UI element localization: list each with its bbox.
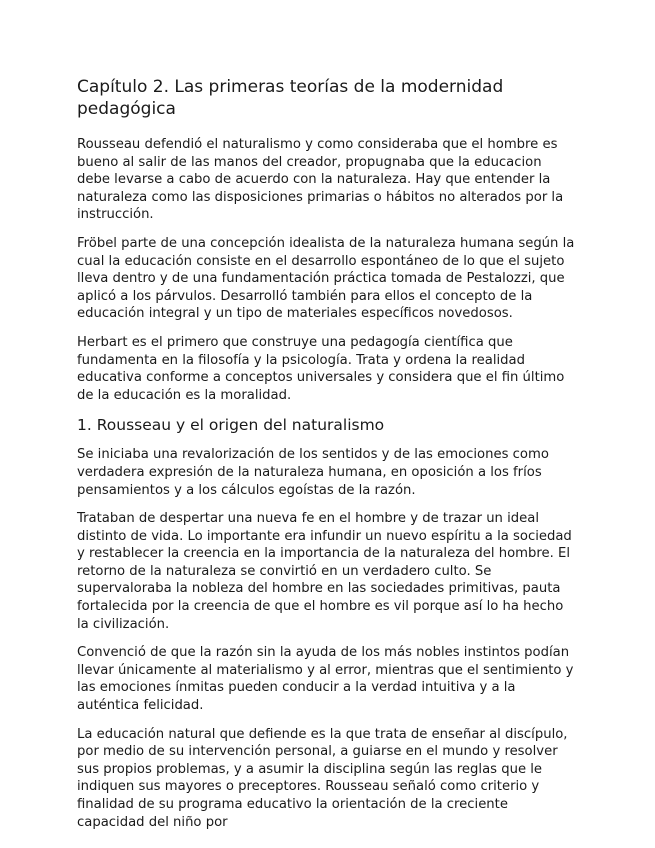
intro-paragraph-herbart: Herbart es el primero que construye una pedagogía científica que fundamenta en la filosofía y la psicología. Trata y ordena la realidad educativa conforme a conceptos universales y considera que el fin último de la educación es la moralidad. [77, 334, 565, 403]
document-page [77, 76, 577, 842]
intro-paragraph-rousseau: Rousseau defendió el naturalismo y como consideraba que el hombre es bueno al salir de las manos del creador, propugnaba que la educacion debe levarse a cabo de acuerdo con la naturaleza. Hay que entender la naturaleza como las disposiciones primarias o hábitos no alterados por la instrucción. [77, 137, 564, 223]
section-title: 1. Rousseau y el origen del naturalismo [77, 416, 385, 435]
section-paragraph-3: Convenció de que la razón sin la ayuda de los más nobles instintos podían llevar únicamente al materialismo y al error, mientras que el sentimiento y las emociones ínmitas pueden conducir a la verdad intuitiva y a la auténtica felicidad. [77, 645, 574, 714]
intro-paragraph-frobel: Fröbel parte de una concepción idealista de la naturaleza humana según la cual la educación consiste en el desarrollo espontáneo de lo que el sujeto lleva dentro y de una fundamentación práctica tomada de Pestalozzi, que aplicó a los párvulos. Desarrolló también para ellos el concepto de la educación integral y un tipo de materiales específicos novedosos. [77, 235, 575, 322]
section-paragraph-2: Trataban de despertar una nueva fe en el hombre y de trazar un ideal distinto de vida. Lo importante era infundir un nuevo espíritu a la sociedad y restablecer la creencia en la importancia de la naturaleza del hombre. El retorno de la naturaleza se convirtió en un verdadero culto. Se supervaloraba la nobleza del hombre en las sociedades primitivas, pauta fortalecida por la creencia de que el hombre es vil porque así lo ha hecho la civilización. [77, 511, 572, 632]
section-paragraph-4: La educación natural que defiende es la que trata de enseñar al discípulo, por medio de su intervención personal, a guiarse en el mundo y resolver sus propios problemas, y a asumir la disciplina según las reglas que le indiquen sus mayores o preceptores. Rousseau señaló como criterio y finalidad de su programa educativo la orientación de la creciente capacidad del niño por [77, 726, 568, 830]
section-paragraph-1: Se iniciaba una revalorización de los sentidos y de las emociones como verdadera expresión de la naturaleza humana, en oposición a los fríos pensamientos y a los cálculos egoístas de la razón. [77, 447, 549, 498]
chapter-title: Capítulo 2. Las primeras teorías de la modernidad pedagógica [77, 77, 504, 119]
